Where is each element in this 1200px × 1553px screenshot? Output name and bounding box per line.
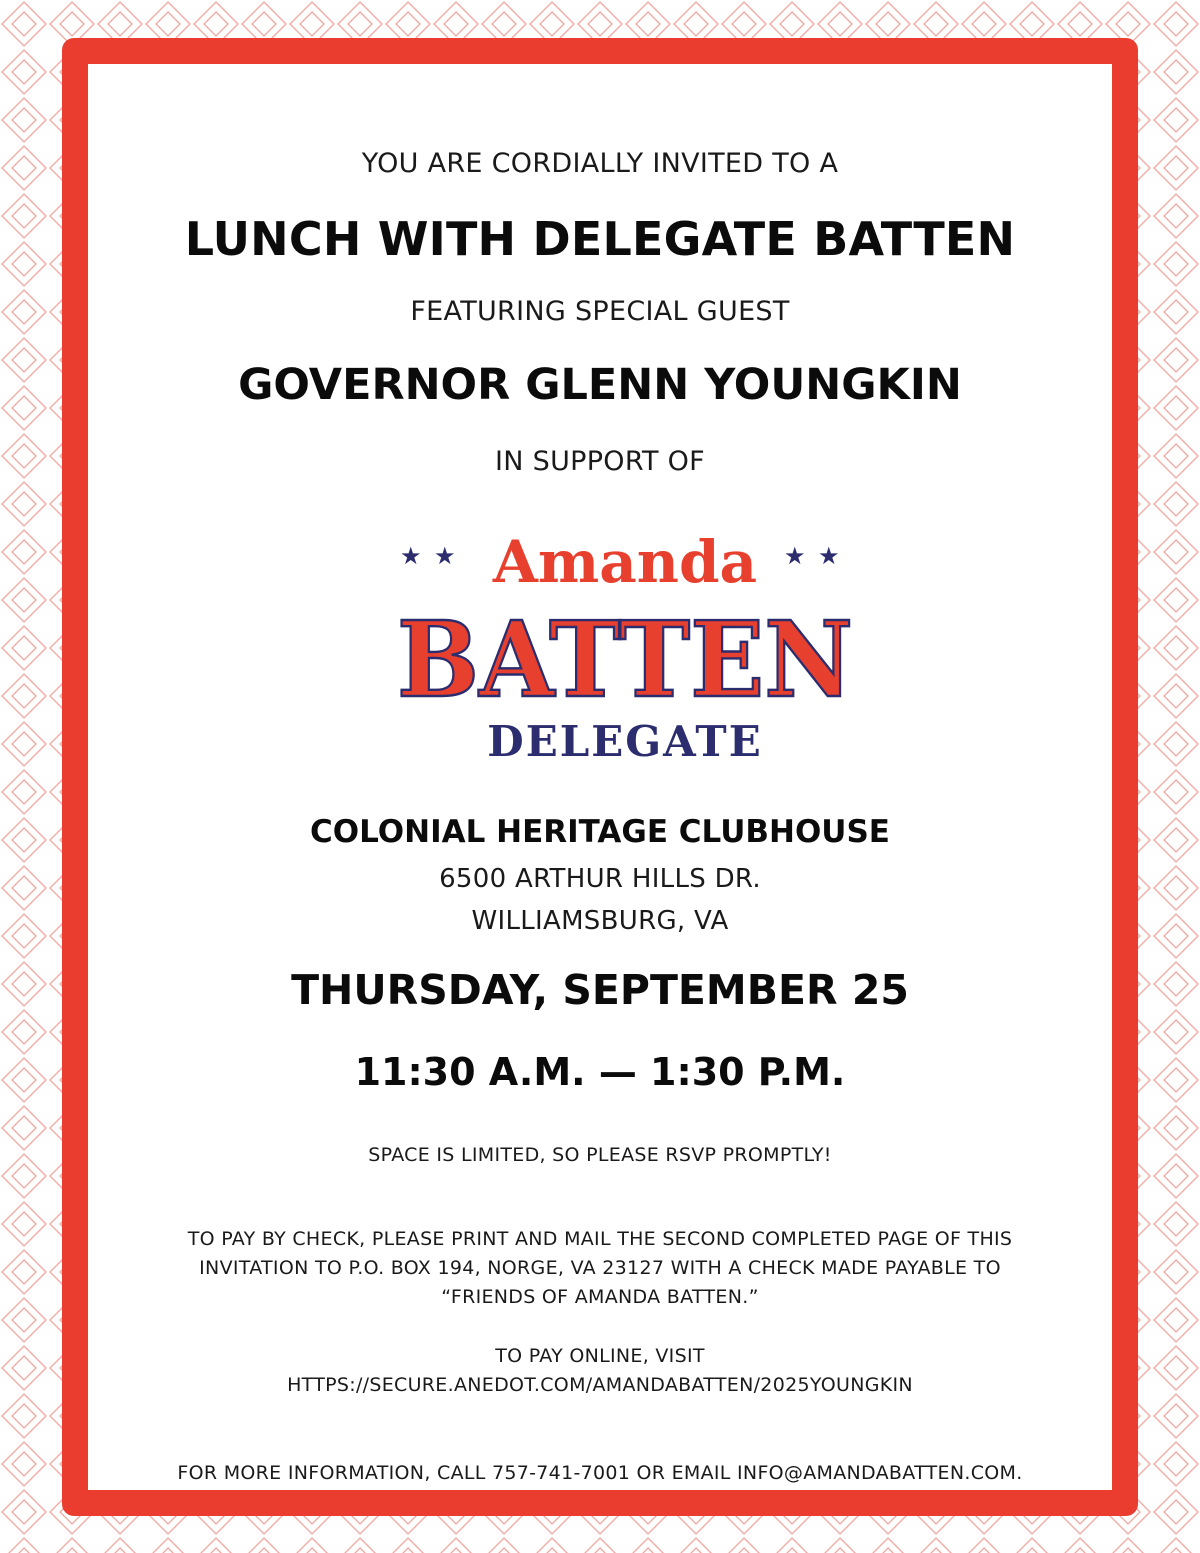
logo-last-name: BATTEN xyxy=(397,598,853,721)
venue-street: 6500 ARTHUR HILLS DR. xyxy=(439,864,761,894)
event-title: LUNCH WITH DELEGATE BATTEN xyxy=(184,212,1016,266)
red-frame xyxy=(62,38,1138,1516)
guest-name: GOVERNOR GLENN YOUNGKIN xyxy=(238,360,962,410)
event-date: THURSDAY, SEPTEMBER 25 xyxy=(291,966,909,1014)
support-text: IN SUPPORT OF xyxy=(494,446,705,477)
star-icon: ★ xyxy=(784,542,806,570)
contact-info: FOR MORE INFORMATION, CALL 757-741-7001 OR EMAIL INFO@AMANDABATTEN.COM. xyxy=(177,1462,1023,1484)
venue-name: COLONIAL HERITAGE CLUBHOUSE xyxy=(310,814,890,850)
rsvp-note: SPACE IS LIMITED, SO PLEASE RSVP PROMPTLY! xyxy=(368,1144,832,1166)
star-icon: ★ xyxy=(818,542,840,570)
star-icon: ★ xyxy=(400,542,422,570)
intro-text: YOU ARE CORDIALLY INVITED TO A xyxy=(361,148,839,179)
online-payment-line-1: TO PAY ONLINE, VISIT xyxy=(495,1345,705,1367)
check-instructions-line-3: “FRIENDS OF AMANDA BATTEN.” xyxy=(441,1286,759,1308)
venue-city: WILLIAMSBURG, VA xyxy=(471,906,729,936)
logo-office: DELEGATE xyxy=(487,717,763,766)
campaign-logo xyxy=(388,516,858,766)
featuring-text: FEATURING SPECIAL GUEST xyxy=(410,296,790,327)
invitation-card xyxy=(88,64,1112,1490)
event-time: 11:30 A.M. — 1:30 P.M. xyxy=(354,1050,846,1094)
check-instructions-line-1: TO PAY BY CHECK, PLEASE PRINT AND MAIL THE SECOND COMPLETED PAGE OF THIS xyxy=(187,1228,1013,1250)
online-payment-link[interactable]: HTTPS://SECURE.ANEDOT.COM/AMANDABATTEN/2025YOUNGKIN xyxy=(287,1374,913,1396)
star-icon: ★ xyxy=(434,542,456,570)
check-instructions-line-2: INVITATION TO P.O. BOX 194, NORGE, VA 23127 WITH A CHECK MADE PAYABLE TO xyxy=(199,1257,1001,1279)
logo-first-name: Amanda xyxy=(492,528,758,596)
